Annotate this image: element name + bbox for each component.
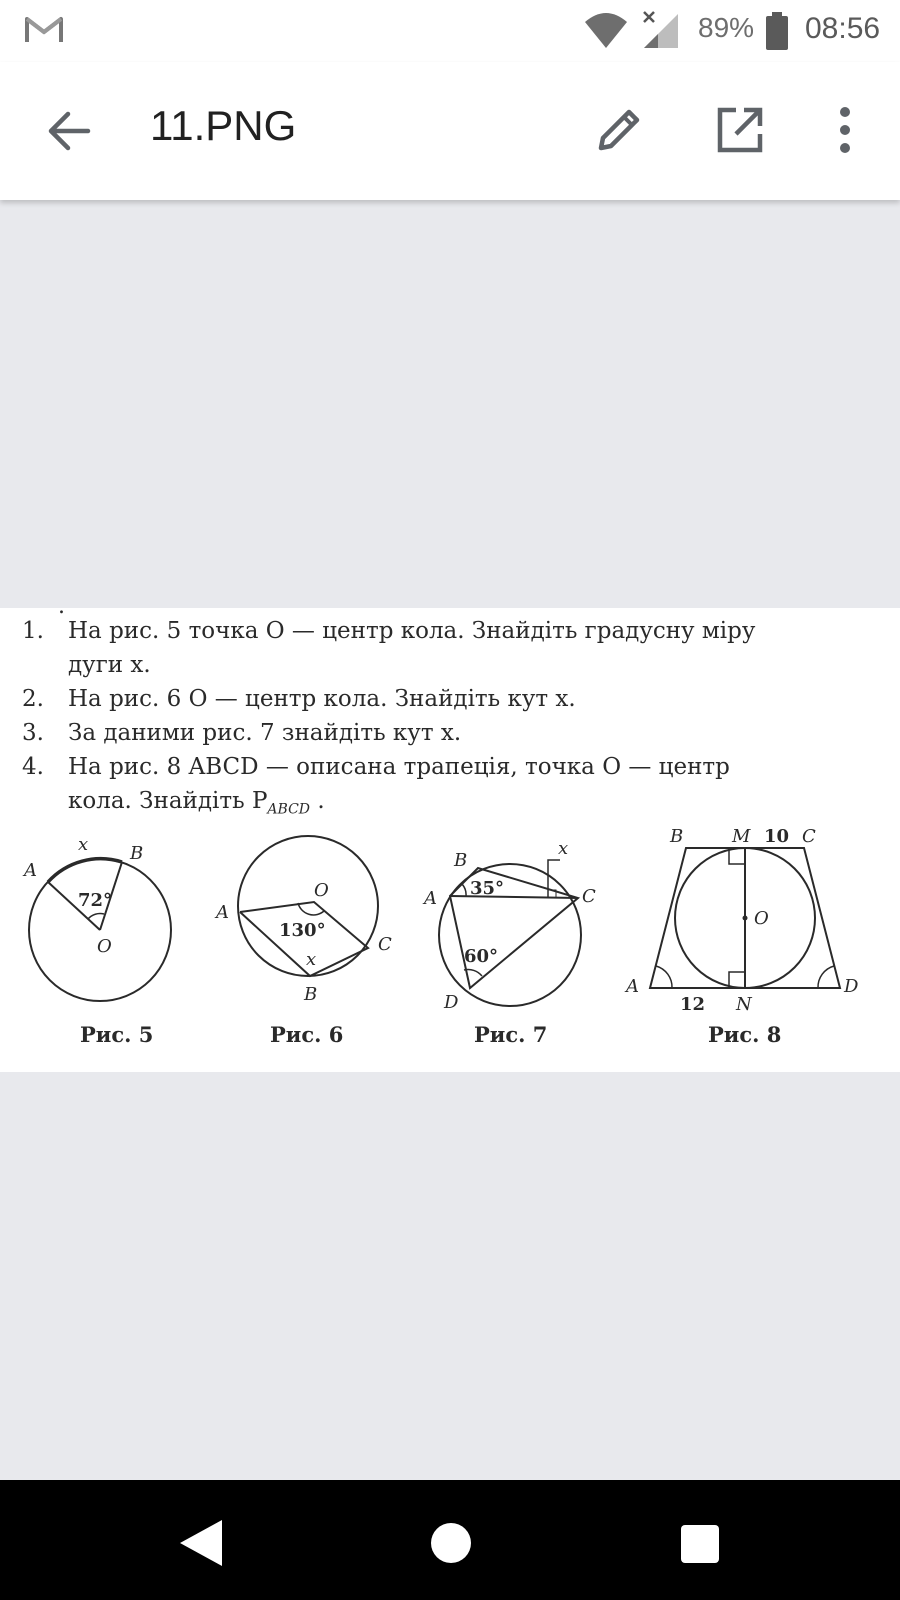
- edit-pencil-icon[interactable]: [593, 104, 645, 156]
- fig8-label-o: O: [754, 908, 769, 929]
- fig6-angle-label: 130°: [279, 920, 326, 941]
- clock: 08:56: [805, 12, 881, 45]
- more-vert-icon[interactable]: [825, 104, 865, 156]
- fig7-label-a: A: [424, 888, 437, 909]
- task-number: 2.: [22, 686, 44, 712]
- task-number: 4.: [22, 754, 44, 780]
- wifi-icon: [583, 10, 629, 50]
- navigation-bar: [0, 1480, 900, 1600]
- app-bar: [0, 62, 900, 200]
- fig8-angle-arc-a: [656, 966, 672, 988]
- battery-icon: [765, 12, 789, 50]
- task-number: 1.: [22, 618, 44, 644]
- fig8-label-m: M: [732, 826, 751, 847]
- fig6-label-b: B: [304, 984, 318, 1005]
- back-arrow-icon[interactable]: [44, 106, 94, 156]
- fig5-label-o: O: [97, 936, 112, 957]
- fig7-label-b: B: [454, 850, 468, 871]
- task-text: На рис. 8 ABCD — описана трапеція, точка O — центр: [68, 754, 730, 780]
- fig5-label-a: A: [24, 860, 37, 881]
- figure-6: [214, 836, 392, 1047]
- fig8-right-angle-m: [729, 848, 745, 864]
- fig8-label-c: C: [802, 826, 816, 847]
- gmail-icon: [24, 14, 64, 46]
- fig7-caption: Рис. 7: [474, 1022, 548, 1047]
- fig5-label-x: x: [78, 834, 89, 855]
- task-text: На рис. 6 O — центр кола. Знайдіть кут x.: [68, 686, 576, 712]
- fig7-label-c: C: [582, 886, 596, 907]
- fig8-caption: Рис. 8: [708, 1022, 782, 1047]
- task-text-continued: дуги x.: [68, 652, 151, 678]
- battery-percent: 89%: [698, 12, 755, 43]
- fig8-label-n: N: [736, 994, 752, 1015]
- figure-5: [22, 834, 171, 1047]
- fig5-angle-arc: [88, 914, 104, 919]
- task-number: 3.: [22, 720, 44, 746]
- fig5-caption: Рис. 5: [80, 1022, 154, 1047]
- open-external-icon[interactable]: [714, 104, 766, 156]
- fig6-label-o: O: [314, 880, 329, 901]
- fig6-label-c: C: [378, 934, 392, 955]
- dot-mark: .: [58, 594, 65, 619]
- fig5-angle-label: 72°: [78, 890, 113, 911]
- fig7-angle-label-35: 35°: [470, 878, 505, 899]
- fig6-label-x: x: [306, 949, 317, 970]
- fig8-label-d: D: [844, 976, 859, 997]
- fig8-right-angle-n: [729, 972, 745, 988]
- task-text: За даними рис. 7 знайдіть кут x.: [68, 720, 462, 746]
- fig8-label-10: 10: [764, 826, 790, 847]
- file-title: 11.PNG: [150, 102, 297, 149]
- fig8-center-point: [743, 916, 748, 921]
- nav-back-icon[interactable]: [178, 1518, 224, 1568]
- document-image: [0, 594, 900, 1072]
- image-viewer[interactable]: [0, 200, 900, 1480]
- fig7-angle-arc-35: [462, 884, 466, 896]
- fig5-arc-x: [48, 859, 122, 882]
- figure-7: [422, 838, 596, 1047]
- fig7-angle-label-60: 60°: [464, 946, 499, 967]
- task-text-prefix: кола. Знайдіть P: [68, 788, 268, 814]
- nav-recents-icon[interactable]: [680, 1524, 720, 1564]
- perimeter-subscript: ABCD: [267, 801, 311, 818]
- nav-home-icon[interactable]: [430, 1522, 472, 1564]
- status-bar: [0, 0, 900, 62]
- fig7-label-x: x: [558, 838, 569, 859]
- fig8-label-b: B: [670, 826, 684, 847]
- fig8-label-12: 12: [680, 994, 706, 1015]
- fig5-label-b: B: [130, 843, 144, 864]
- fig7-label-d: D: [444, 992, 459, 1013]
- figure-8: [624, 826, 859, 1047]
- signal-icon: [640, 10, 680, 50]
- task-text: На рис. 5 точка O — центр кола. Знайдіть градусну міру: [68, 618, 756, 644]
- fig6-angle-arc: [298, 903, 324, 915]
- figures: [0, 818, 900, 1072]
- fig6-label-a: A: [216, 902, 229, 923]
- fig8-label-a: A: [626, 976, 639, 997]
- task-text-suffix: .: [310, 788, 325, 814]
- fig6-caption: Рис. 6: [270, 1022, 344, 1047]
- fig8-angle-arc-d: [818, 966, 834, 988]
